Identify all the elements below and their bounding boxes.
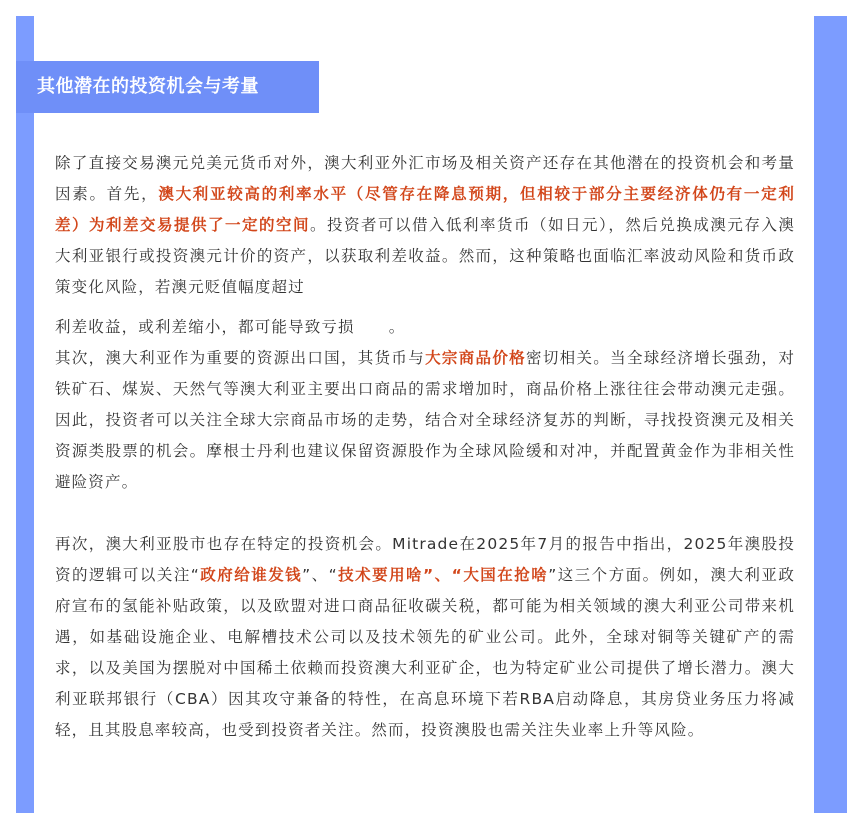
p1-text-2: 。投资者可以借入低利率货币（如日元），然后兑换成澳元存入澳大利亚银行或投资澳元计价的资产，以获取利差收益。然而，这种策略也面临汇率波动风险和货币政策变化风险，若澳元贬值幅度超过 bbox=[55, 216, 795, 296]
section-heading-text: 其他潜在的投资机会与考量 bbox=[37, 76, 259, 97]
paragraph-stock-market bbox=[55, 529, 795, 746]
paragraph-gap bbox=[55, 498, 795, 529]
p3-highlight-government: 政府给谁发钱 bbox=[199, 566, 303, 584]
p1-text-3-end: 。 bbox=[388, 318, 406, 336]
p1-highlight-carry-trade: 澳大利亚较高的利率水平（尽管存在降息预期，但相较于部分主要经济体仍有一定利差）为利差交易提供了一定的空间 bbox=[55, 185, 795, 234]
p3-highlight-tech-powers: 技术要用啥”、“大国在抢啥 bbox=[337, 566, 549, 584]
paragraph-interest-rate-tail bbox=[55, 312, 795, 343]
p2-text-1: 其次，澳大利亚作为重要的资源出口国，其货币与 bbox=[55, 349, 426, 367]
p1-text-1: 除了直接交易澳元兑美元货币对外，澳大利亚外汇市场及相关资产还存在其他潜在的投资机会和考量因素。首先， bbox=[55, 154, 795, 203]
p1-text-3: 利差收益，或利差缩小，都可能导致亏损 bbox=[55, 318, 355, 336]
p3-text-2: ”、“ bbox=[302, 566, 338, 584]
paragraph-commodities bbox=[55, 343, 795, 498]
section-heading bbox=[16, 61, 319, 113]
p3-text-1: 再次，澳大利亚股市也存在特定的投资机会。Mitrade在2025年7月的报告中指出，2025年澳股投资的逻辑可以关注“ bbox=[55, 535, 795, 584]
article-body bbox=[55, 148, 795, 746]
p3-text-3: ”这三个方面。例如，澳大利亚政府宣布的氢能补贴政策，以及欧盟对进口商品征收碳关税，都可能为相关领域的澳大利亚公司带来机遇，如基础设施企业、电解槽技术公司以及技术领先的矿业公司。此外，全球对铜等关键矿产的需求，以及美国为摆脱对中国稀土依赖而投资澳大利亚矿企，也为特定矿业公司提供了增长潜力。澳大利亚联邦银行（CBA）因其攻守兼备的特性，在高息环境下若RBA启动降息，其房贷业务压力将减轻，且其股息率较高，也受到投资者关注。然而，投资澳股也需关注失业率上升等风险。 bbox=[55, 566, 796, 739]
p2-text-2: 密切相关。当全球经济增长强劲，对铁矿石、煤炭、天然气等澳大利亚主要出口商品的需求增加时，商品价格上涨往往会带动澳元走强。因此，投资者可以关注全球大宗商品市场的走势，结合对全球经济复苏的判断，寻找投资澳元及相关资源类股票的机会。摩根士丹利也建议保留资源股作为全球风险缓和对冲，并配置黄金作为非相关性避险资产。 bbox=[55, 349, 795, 491]
paragraph-interest-rate bbox=[55, 148, 795, 303]
p2-highlight-commodity-prices: 大宗商品价格 bbox=[425, 349, 527, 367]
